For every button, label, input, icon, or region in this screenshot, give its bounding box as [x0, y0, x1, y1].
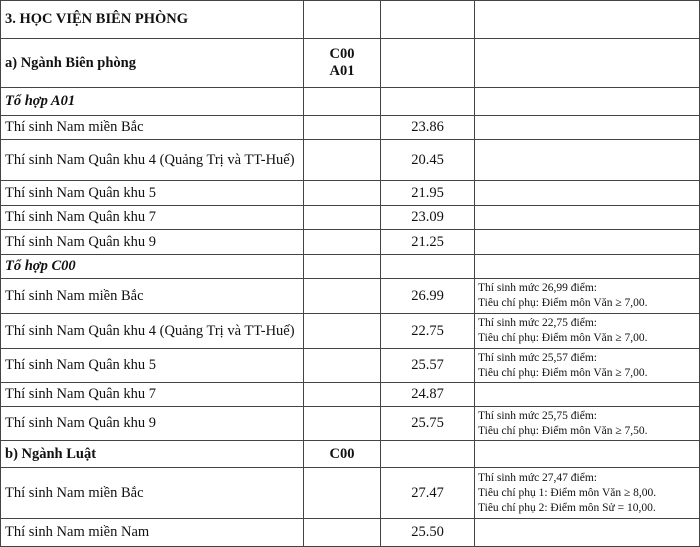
subject-combination — [304, 383, 381, 407]
subject-combination — [304, 181, 381, 206]
group-heading: Tổ hợp A01 — [1, 88, 304, 116]
tiebreak-note — [475, 279, 700, 314]
cutoff-score: 24.87 — [381, 383, 475, 407]
cutoff-score: 25.50 — [381, 519, 475, 547]
tiebreak-note — [475, 140, 700, 181]
subject-combination — [304, 140, 381, 181]
cutoff-score: 26.99 — [381, 279, 475, 314]
table-row — [1, 349, 700, 383]
note-line: Thí sinh mức 22,75 điểm: — [478, 317, 597, 329]
table-row — [1, 468, 700, 519]
cutoff-score: 27.47 — [381, 468, 475, 519]
table-row — [1, 181, 700, 206]
subject-combination — [304, 116, 381, 140]
candidate-group: Thí sinh Nam miền Nam — [1, 519, 304, 547]
cutoff-score — [381, 255, 475, 279]
note-line: Thí sinh mức 25,75 điểm: — [478, 409, 597, 422]
subject-combination — [304, 230, 381, 255]
candidate-group: Thí sinh Nam Quân khu 9 — [1, 230, 304, 255]
candidate-group: Thí sinh Nam Quân khu 7 — [1, 206, 304, 230]
cutoff-score — [381, 39, 475, 88]
subject-combination: C00 — [304, 441, 381, 468]
tiebreak-note — [475, 519, 700, 547]
tiebreak-note — [475, 407, 700, 441]
subject-combination — [304, 519, 381, 547]
major-name: b) Ngành Luật — [1, 441, 304, 468]
candidate-group: Thí sinh Nam Quân khu 5 — [1, 349, 304, 383]
cutoff-score: 20.45 — [381, 140, 475, 181]
tiebreak-note — [475, 441, 700, 468]
candidate-group: Thí sinh Nam miền Bắc — [1, 468, 304, 519]
tiebreak-note — [475, 206, 700, 230]
note-line: Thí sinh mức 27,47 điểm: — [478, 471, 597, 484]
candidate-group: Thí sinh Nam Quân khu 4 (Quảng Trị và TT-Huế) — [1, 140, 304, 181]
tiebreak-note — [475, 39, 700, 88]
table-row — [1, 88, 700, 116]
subject-combination — [304, 468, 381, 519]
subject-combination — [304, 255, 381, 279]
candidate-group: Thí sinh Nam miền Bắc — [1, 116, 304, 140]
candidate-group: Thí sinh Nam Quân khu 9 — [1, 407, 304, 441]
section-title: 3. HỌC VIỆN BIÊN PHÒNG — [1, 1, 304, 39]
cutoff-score — [381, 1, 475, 39]
subject-combination — [304, 1, 381, 39]
tiebreak-note — [475, 181, 700, 206]
group-heading: Tổ hợp C00 — [1, 255, 304, 279]
cutoff-score: 21.95 — [381, 181, 475, 206]
subject-combination — [304, 206, 381, 230]
cutoff-score: 21.25 — [381, 230, 475, 255]
tiebreak-note — [475, 349, 700, 383]
note-line: Tiêu chí phụ: Điểm môn Văn ≥ 7,00. — [478, 332, 648, 344]
cutoff-score: 23.86 — [381, 116, 475, 140]
note-line: Tiêu chí phụ: Điểm môn Văn ≥ 7,00. — [478, 366, 648, 379]
note-line: Tiêu chí phụ 1: Điểm môn Văn ≥ 8,00. — [478, 486, 657, 499]
tiebreak-note — [475, 255, 700, 279]
table-row — [1, 140, 700, 181]
candidate-group: Thí sinh Nam Quân khu 5 — [1, 181, 304, 206]
table-row — [1, 519, 700, 547]
note-line: Tiêu chí phụ 2: Điểm môn Sử = 10,00. — [478, 501, 656, 514]
cutoff-score: 23.09 — [381, 206, 475, 230]
table-row — [1, 230, 700, 255]
cutoff-score: 25.75 — [381, 407, 475, 441]
subject-combination — [304, 88, 381, 116]
cutoff-score: 22.75 — [381, 314, 475, 349]
tiebreak-note — [475, 230, 700, 255]
table-row — [1, 39, 700, 88]
cutoff-score — [381, 441, 475, 468]
candidate-group: Thí sinh Nam Quân khu 7 — [1, 383, 304, 407]
subject-combination — [304, 349, 381, 383]
subject-combination — [304, 279, 381, 314]
table-row — [1, 383, 700, 407]
table-row — [1, 279, 700, 314]
note-line: Thí sinh mức 25,57 điểm: — [478, 351, 597, 364]
table-row — [1, 255, 700, 279]
cutoff-score — [381, 88, 475, 116]
cutoff-score: 25.57 — [381, 349, 475, 383]
tiebreak-note — [475, 468, 700, 519]
table-body — [1, 1, 700, 547]
note-line: Thí sinh mức 26,99 điểm: — [478, 282, 597, 294]
subject-combination — [304, 407, 381, 441]
note-line: Tiêu chí phụ: Điểm môn Văn ≥ 7,00. — [478, 297, 648, 309]
table-row — [1, 407, 700, 441]
table-row — [1, 441, 700, 468]
note-line: Tiêu chí phụ: Điểm môn Văn ≥ 7,50. — [478, 424, 648, 437]
table-row — [1, 116, 700, 140]
subject-combination: C00 A01 — [304, 39, 381, 88]
table-row — [1, 206, 700, 230]
candidate-group: Thí sinh Nam Quân khu 4 (Quảng Trị và TT-Huế) — [1, 314, 304, 349]
tiebreak-note — [475, 314, 700, 349]
tiebreak-note — [475, 116, 700, 140]
table-row — [1, 1, 700, 39]
subject-combination — [304, 314, 381, 349]
tiebreak-note — [475, 383, 700, 407]
candidate-group: Thí sinh Nam miền Bắc — [1, 279, 304, 314]
tiebreak-note — [475, 88, 700, 116]
major-name: a) Ngành Biên phòng — [1, 39, 304, 88]
table-row — [1, 314, 700, 349]
tiebreak-note — [475, 1, 700, 39]
